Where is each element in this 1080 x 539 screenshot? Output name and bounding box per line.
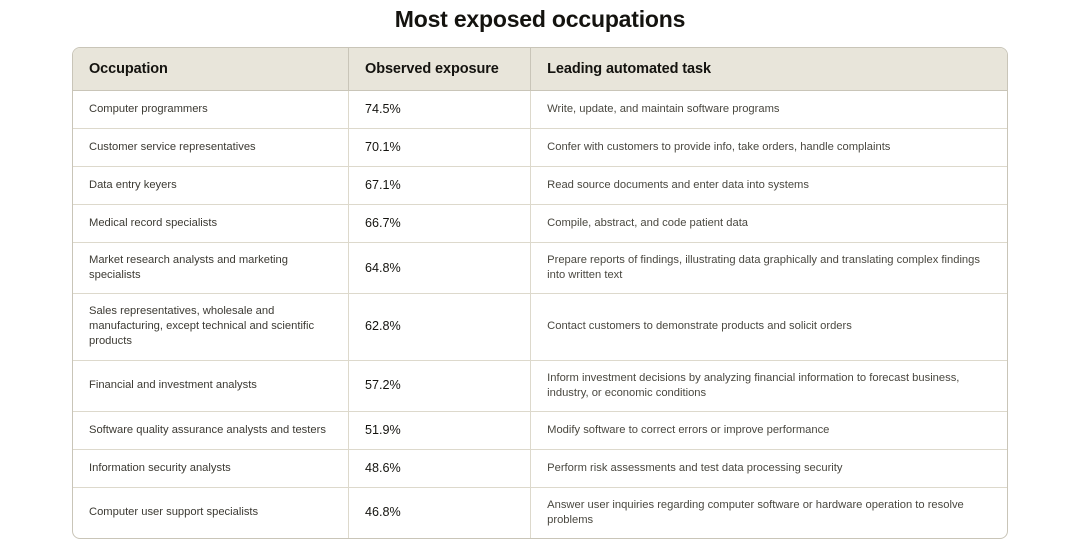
cell-task: Perform risk assessments and test data processing security bbox=[531, 449, 1007, 487]
cell-exposure: 51.9% bbox=[349, 411, 531, 449]
table-row bbox=[73, 205, 1007, 243]
cell-occupation: Computer user support specialists bbox=[73, 487, 349, 538]
cell-task: Compile, abstract, and code patient data bbox=[531, 205, 1007, 243]
cell-exposure: 66.7% bbox=[349, 205, 531, 243]
cell-occupation: Medical record specialists bbox=[73, 205, 349, 243]
cell-occupation: Financial and investment analysts bbox=[73, 360, 349, 411]
cell-occupation: Computer programmers bbox=[73, 91, 349, 129]
page-title: Most exposed occupations bbox=[394, 6, 686, 32]
cell-occupation: Information security analysts bbox=[73, 449, 349, 487]
table-row bbox=[73, 91, 1007, 129]
table-row bbox=[73, 243, 1007, 294]
table-body bbox=[73, 91, 1007, 538]
cell-exposure: 48.6% bbox=[349, 449, 531, 487]
cell-task: Prepare reports of findings, illustrating data graphically and translating complex findings into written text bbox=[531, 243, 1007, 294]
cell-exposure: 64.8% bbox=[349, 243, 531, 294]
table-header-row bbox=[73, 48, 1007, 91]
cell-occupation: Software quality assurance analysts and testers bbox=[73, 411, 349, 449]
cell-exposure: 74.5% bbox=[349, 91, 531, 129]
occupations-table bbox=[73, 48, 1007, 538]
table-row bbox=[73, 449, 1007, 487]
cell-occupation: Sales representatives, wholesale and manufacturing, except technical and scientific products bbox=[73, 294, 349, 360]
cell-occupation: Customer service representatives bbox=[73, 129, 349, 167]
table-header bbox=[73, 48, 1007, 91]
cell-task: Inform investment decisions by analyzing financial information to forecast business, industry, or economic conditions bbox=[531, 360, 1007, 411]
table-row bbox=[73, 294, 1007, 360]
cell-task: Modify software to correct errors or improve performance bbox=[531, 411, 1007, 449]
table-row bbox=[73, 411, 1007, 449]
column-header-occupation: Occupation bbox=[73, 48, 349, 91]
column-header-observed-exposure: Observed exposure bbox=[349, 48, 531, 91]
cell-exposure: 46.8% bbox=[349, 487, 531, 538]
cell-task: Answer user inquiries regarding computer software or hardware operation to resolve problems bbox=[547, 498, 964, 526]
cell-occupation: Market research analysts and marketing specialists bbox=[73, 243, 349, 294]
occupations-table-wrapper bbox=[72, 47, 1008, 539]
cell-task: Contact customers to demonstrate products and solicit orders bbox=[531, 294, 1007, 360]
cell-exposure: 70.1% bbox=[349, 129, 531, 167]
table-row bbox=[73, 360, 1007, 411]
table-row bbox=[73, 129, 1007, 167]
column-header-leading-automated-task: Leading automated task bbox=[531, 48, 1007, 91]
cell-task: Read source documents and enter data into systems bbox=[531, 167, 1007, 205]
cell-exposure: 57.2% bbox=[349, 360, 531, 411]
cell-exposure: 67.1% bbox=[349, 167, 531, 205]
cell-exposure: 62.8% bbox=[349, 294, 531, 360]
table-row bbox=[73, 167, 1007, 205]
cell-occupation: Data entry keyers bbox=[73, 167, 349, 205]
cell-task: Confer with customers to provide info, take orders, handle complaints bbox=[531, 129, 1007, 167]
cell-task: Write, update, and maintain software programs bbox=[531, 91, 1007, 129]
table-row bbox=[73, 487, 1007, 538]
